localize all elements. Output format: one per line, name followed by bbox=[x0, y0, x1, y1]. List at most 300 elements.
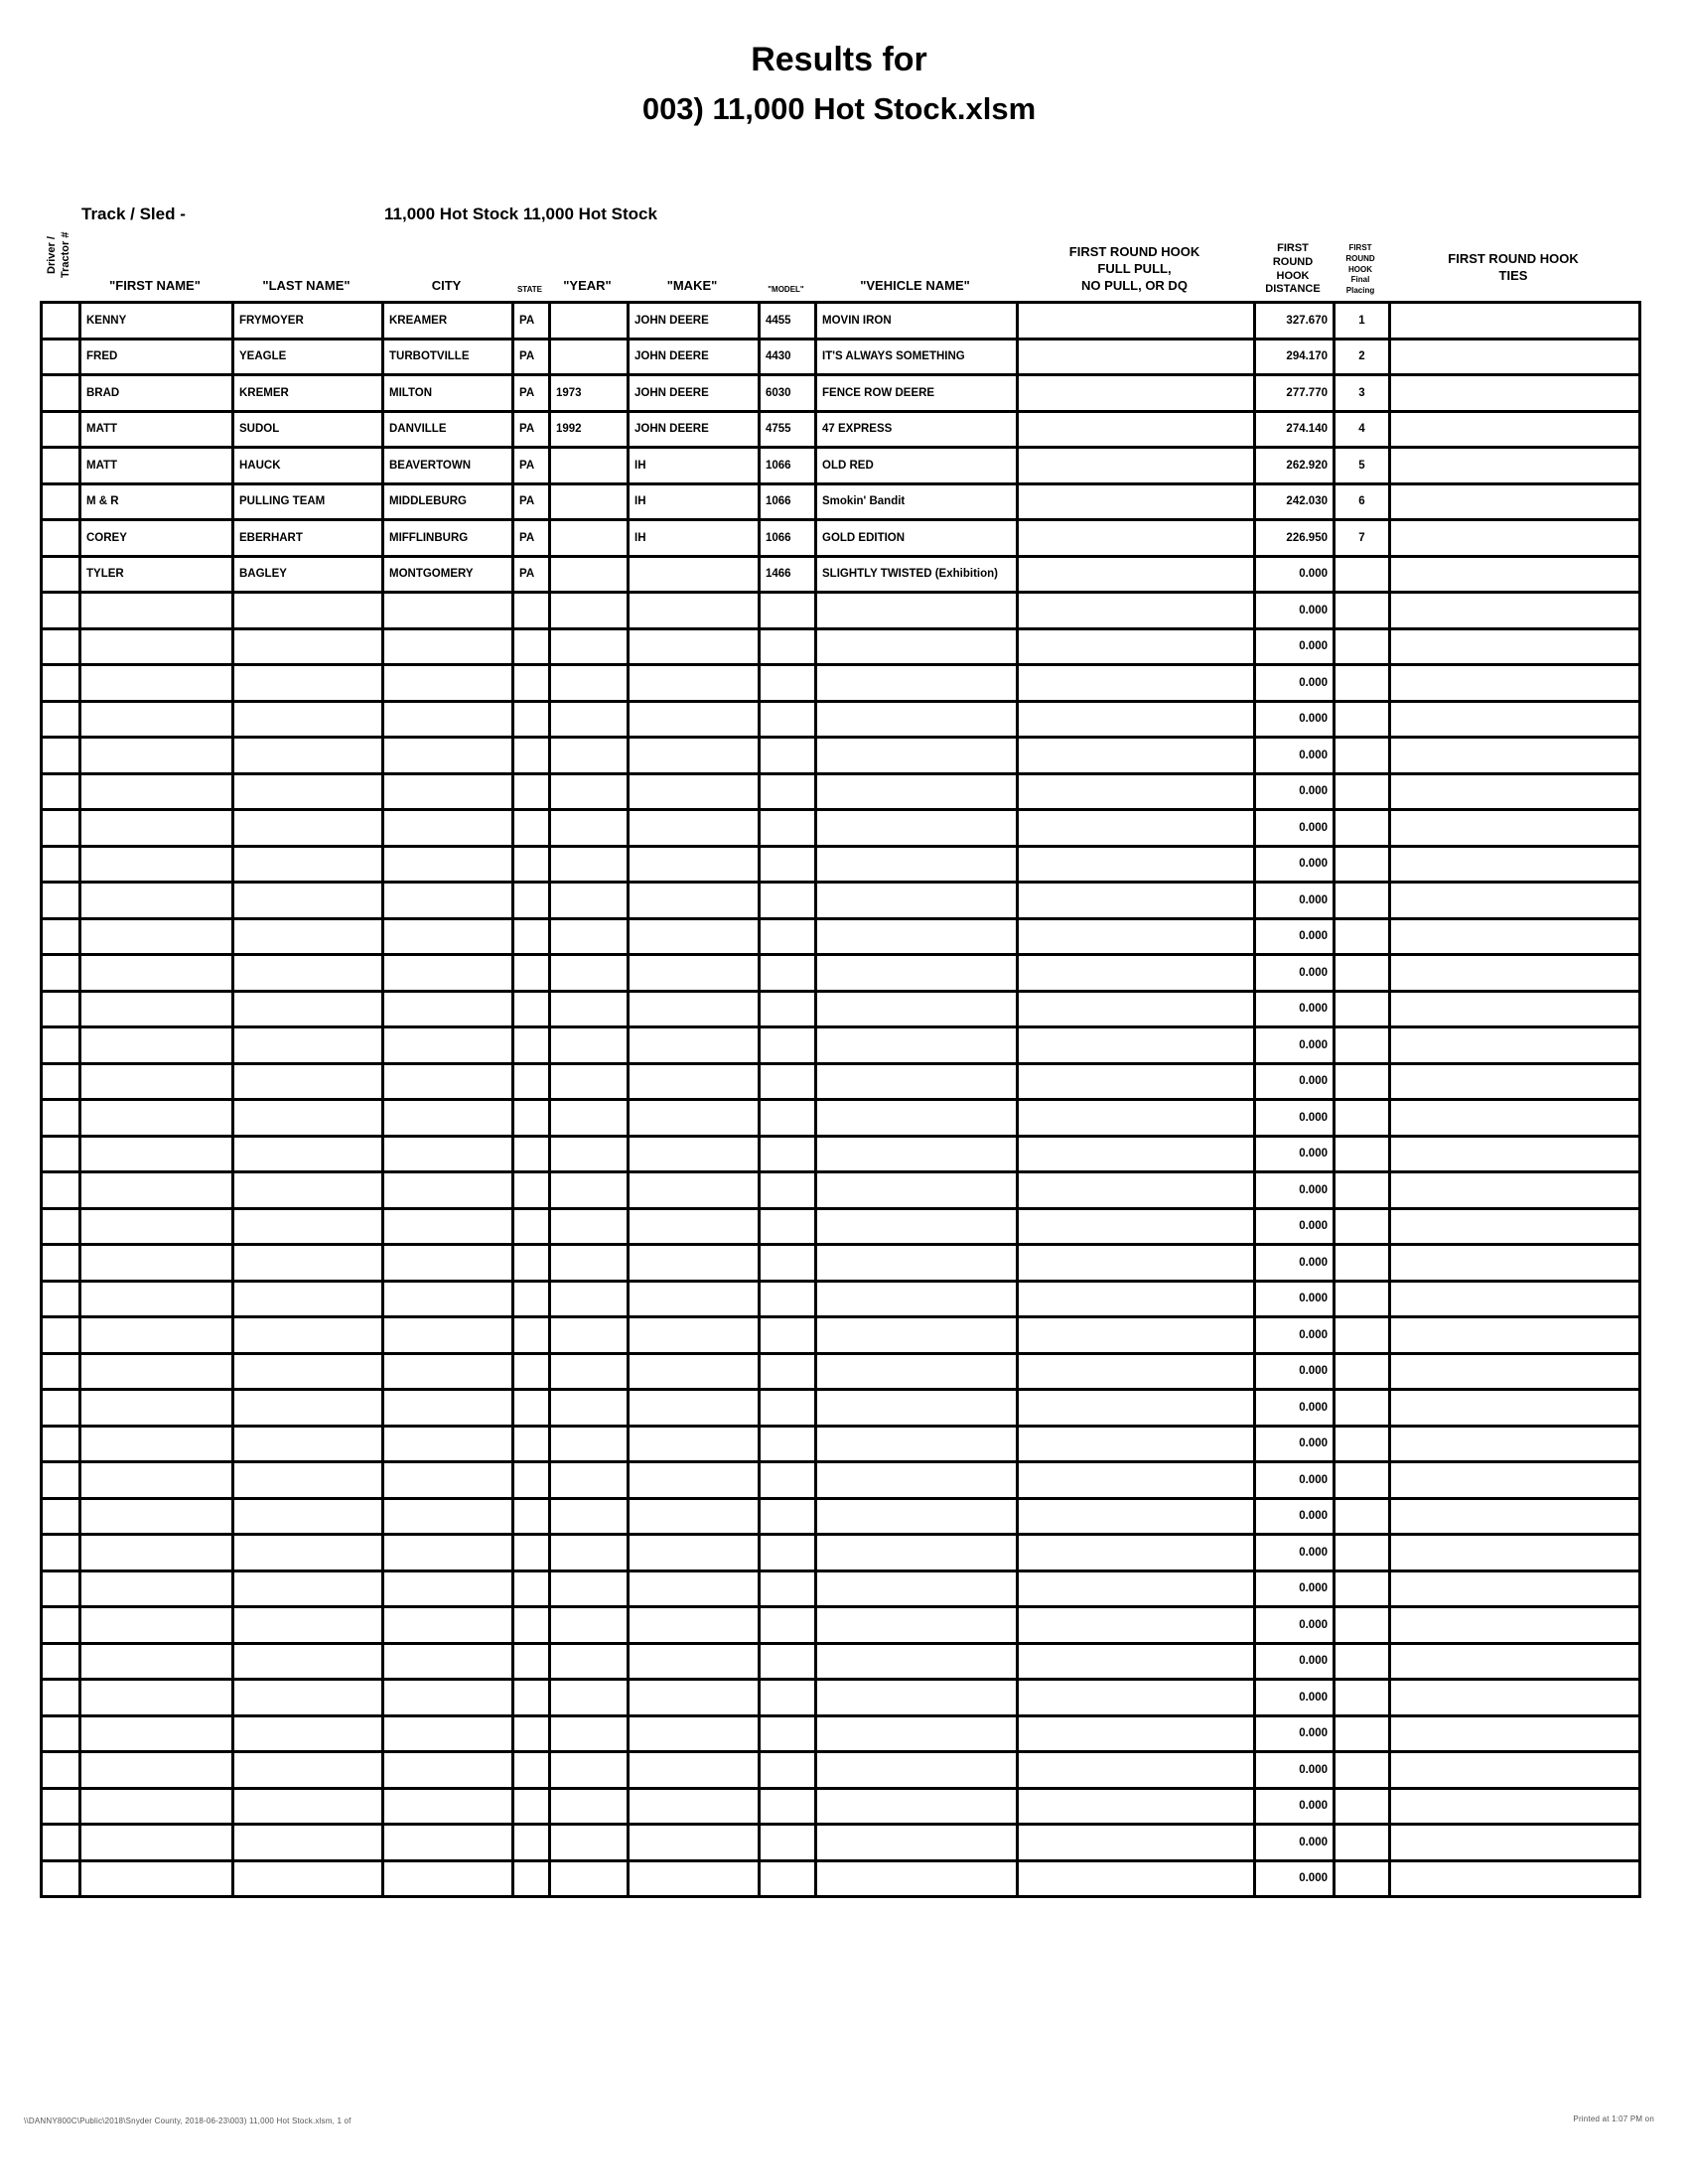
cell-state bbox=[513, 665, 550, 702]
cell-full_pull bbox=[1018, 411, 1255, 448]
cell-distance: 0.000 bbox=[1255, 1245, 1335, 1282]
cell-last_name bbox=[233, 1063, 383, 1100]
cell-city bbox=[383, 1281, 513, 1317]
cell-full_pull bbox=[1018, 1535, 1255, 1571]
track-sled-value: 11,000 Hot Stock 11,000 Hot Stock bbox=[384, 205, 657, 223]
cell-vehicle_name: IT'S ALWAYS SOMETHING bbox=[816, 339, 1018, 375]
cell-placing bbox=[1335, 1643, 1390, 1680]
cell-city bbox=[383, 846, 513, 883]
cell-last_name: PULLING TEAM bbox=[233, 483, 383, 520]
page-title: Results for bbox=[751, 41, 927, 78]
table-row bbox=[42, 1643, 1640, 1680]
cell-driver bbox=[42, 1245, 80, 1282]
cell-last_name: HAUCK bbox=[233, 448, 383, 484]
cell-distance: 277.770 bbox=[1255, 375, 1335, 412]
cell-first_name bbox=[80, 1570, 233, 1607]
cell-city bbox=[383, 1317, 513, 1354]
cell-year bbox=[550, 810, 629, 847]
cell-full_pull bbox=[1018, 1172, 1255, 1209]
cell-year bbox=[550, 1245, 629, 1282]
cell-last_name: FRYMOYER bbox=[233, 303, 383, 340]
cell-distance: 262.920 bbox=[1255, 448, 1335, 484]
cell-ties bbox=[1390, 991, 1640, 1027]
cell-city bbox=[383, 1426, 513, 1462]
cell-ties bbox=[1390, 1715, 1640, 1752]
cell-distance: 0.000 bbox=[1255, 1752, 1335, 1789]
cell-distance: 0.000 bbox=[1255, 1063, 1335, 1100]
cell-state bbox=[513, 1825, 550, 1861]
column-header-first_name bbox=[78, 278, 231, 301]
cell-full_pull bbox=[1018, 918, 1255, 955]
cell-full_pull bbox=[1018, 556, 1255, 593]
cell-driver bbox=[42, 846, 80, 883]
cell-placing bbox=[1335, 1426, 1390, 1462]
cell-full_pull bbox=[1018, 1063, 1255, 1100]
cell-vehicle_name bbox=[816, 810, 1018, 847]
cell-vehicle_name bbox=[816, 773, 1018, 810]
table-row bbox=[42, 846, 1640, 883]
table-row bbox=[42, 1426, 1640, 1462]
cell-state: PA bbox=[513, 375, 550, 412]
cell-state bbox=[513, 955, 550, 992]
cell-state: PA bbox=[513, 411, 550, 448]
column-header-distance bbox=[1253, 242, 1333, 301]
cell-model bbox=[760, 1136, 816, 1172]
cell-full_pull bbox=[1018, 991, 1255, 1027]
cell-city: MIDDLEBURG bbox=[383, 483, 513, 520]
cell-state bbox=[513, 1535, 550, 1571]
cell-ties bbox=[1390, 448, 1640, 484]
cell-placing bbox=[1335, 1353, 1390, 1390]
column-header-model bbox=[758, 285, 814, 301]
cell-city bbox=[383, 1825, 513, 1861]
cell-full_pull bbox=[1018, 1607, 1255, 1644]
cell-ties bbox=[1390, 1825, 1640, 1861]
cell-model bbox=[760, 846, 816, 883]
cell-year bbox=[550, 955, 629, 992]
table-row bbox=[42, 520, 1640, 557]
cell-city bbox=[383, 738, 513, 774]
cell-vehicle_name: Smokin' Bandit bbox=[816, 483, 1018, 520]
cell-city bbox=[383, 1462, 513, 1499]
cell-first_name bbox=[80, 1607, 233, 1644]
cell-ties bbox=[1390, 1208, 1640, 1245]
cell-placing bbox=[1335, 738, 1390, 774]
cell-city: TURBOTVILLE bbox=[383, 339, 513, 375]
cell-vehicle_name bbox=[816, 1715, 1018, 1752]
cell-vehicle_name bbox=[816, 1063, 1018, 1100]
cell-make bbox=[629, 1535, 760, 1571]
table-row bbox=[42, 701, 1640, 738]
cell-state bbox=[513, 1570, 550, 1607]
header-line: Final bbox=[1350, 275, 1370, 285]
cell-model bbox=[760, 1390, 816, 1427]
cell-make bbox=[629, 1860, 760, 1897]
footer-file-path: \\DANNY800C\Public\2018\Snyder County, 2018-06-23\003) 11,000 Hot Stock.xlsm, 1 of bbox=[24, 2116, 352, 2125]
cell-state bbox=[513, 991, 550, 1027]
cell-first_name bbox=[80, 593, 233, 629]
cell-make bbox=[629, 1317, 760, 1354]
cell-placing bbox=[1335, 773, 1390, 810]
cell-full_pull bbox=[1018, 810, 1255, 847]
cell-ties bbox=[1390, 375, 1640, 412]
table-row bbox=[42, 1063, 1640, 1100]
cell-driver bbox=[42, 1788, 80, 1825]
cell-distance: 327.670 bbox=[1255, 303, 1335, 340]
cell-vehicle_name bbox=[816, 1860, 1018, 1897]
cell-full_pull bbox=[1018, 883, 1255, 919]
cell-model bbox=[760, 1825, 816, 1861]
cell-ties bbox=[1390, 628, 1640, 665]
cell-city bbox=[383, 665, 513, 702]
cell-city bbox=[383, 1172, 513, 1209]
cell-placing: 6 bbox=[1335, 483, 1390, 520]
cell-make bbox=[629, 1715, 760, 1752]
cell-placing bbox=[1335, 628, 1390, 665]
header-line: Placing bbox=[1345, 286, 1375, 296]
cell-placing bbox=[1335, 1063, 1390, 1100]
cell-make: JOHN DEERE bbox=[629, 303, 760, 340]
cell-state: PA bbox=[513, 520, 550, 557]
cell-first_name bbox=[80, 810, 233, 847]
cell-distance: 0.000 bbox=[1255, 1607, 1335, 1644]
cell-distance: 0.000 bbox=[1255, 738, 1335, 774]
cell-vehicle_name: 47 EXPRESS bbox=[816, 411, 1018, 448]
cell-full_pull bbox=[1018, 375, 1255, 412]
cell-first_name bbox=[80, 1208, 233, 1245]
cell-state bbox=[513, 810, 550, 847]
cell-make bbox=[629, 1643, 760, 1680]
cell-make bbox=[629, 1245, 760, 1282]
cell-last_name bbox=[233, 1317, 383, 1354]
cell-last_name bbox=[233, 593, 383, 629]
table-row bbox=[42, 955, 1640, 992]
cell-make bbox=[629, 1027, 760, 1064]
cell-ties bbox=[1390, 955, 1640, 992]
cell-model bbox=[760, 1063, 816, 1100]
cell-vehicle_name bbox=[816, 1353, 1018, 1390]
cell-state bbox=[513, 1245, 550, 1282]
cell-full_pull bbox=[1018, 1715, 1255, 1752]
table-row bbox=[42, 1317, 1640, 1354]
cell-first_name bbox=[80, 1462, 233, 1499]
cell-ties bbox=[1390, 1752, 1640, 1789]
cell-vehicle_name: MOVIN IRON bbox=[816, 303, 1018, 340]
table-row bbox=[42, 483, 1640, 520]
cell-distance: 0.000 bbox=[1255, 1535, 1335, 1571]
cell-first_name bbox=[80, 1643, 233, 1680]
table-row bbox=[42, 1680, 1640, 1716]
cell-driver bbox=[42, 738, 80, 774]
cell-state bbox=[513, 1317, 550, 1354]
cell-first_name bbox=[80, 1535, 233, 1571]
header-line: FIRST ROUND HOOK bbox=[1448, 251, 1579, 267]
cell-driver bbox=[42, 1715, 80, 1752]
cell-city bbox=[383, 1245, 513, 1282]
cell-vehicle_name bbox=[816, 593, 1018, 629]
cell-city bbox=[383, 1788, 513, 1825]
cell-model: 4755 bbox=[760, 411, 816, 448]
table-row bbox=[42, 1172, 1640, 1209]
cell-ties bbox=[1390, 339, 1640, 375]
cell-last_name bbox=[233, 1426, 383, 1462]
table-row bbox=[42, 1607, 1640, 1644]
cell-make: IH bbox=[629, 520, 760, 557]
cell-vehicle_name bbox=[816, 1172, 1018, 1209]
cell-year bbox=[550, 701, 629, 738]
cell-last_name bbox=[233, 738, 383, 774]
cell-ties bbox=[1390, 810, 1640, 847]
cell-last_name bbox=[233, 701, 383, 738]
cell-model bbox=[760, 1317, 816, 1354]
table-row bbox=[42, 448, 1640, 484]
cell-model: 4430 bbox=[760, 339, 816, 375]
cell-placing bbox=[1335, 1825, 1390, 1861]
cell-full_pull bbox=[1018, 1245, 1255, 1282]
cell-last_name: EBERHART bbox=[233, 520, 383, 557]
cell-make: JOHN DEERE bbox=[629, 411, 760, 448]
cell-first_name bbox=[80, 1498, 233, 1535]
cell-placing bbox=[1335, 1100, 1390, 1137]
table-row bbox=[42, 556, 1640, 593]
cell-make bbox=[629, 1136, 760, 1172]
cell-year bbox=[550, 1643, 629, 1680]
cell-make bbox=[629, 1752, 760, 1789]
cell-first_name: TYLER bbox=[80, 556, 233, 593]
table-row bbox=[42, 991, 1640, 1027]
cell-placing bbox=[1335, 1208, 1390, 1245]
cell-distance: 0.000 bbox=[1255, 1100, 1335, 1137]
cell-state bbox=[513, 1353, 550, 1390]
cell-make bbox=[629, 1390, 760, 1427]
cell-driver bbox=[42, 411, 80, 448]
table-row bbox=[42, 665, 1640, 702]
cell-distance: 0.000 bbox=[1255, 1570, 1335, 1607]
cell-last_name bbox=[233, 883, 383, 919]
cell-ties bbox=[1390, 701, 1640, 738]
cell-placing bbox=[1335, 846, 1390, 883]
cell-state bbox=[513, 1100, 550, 1137]
cell-distance: 0.000 bbox=[1255, 1462, 1335, 1499]
cell-driver bbox=[42, 1063, 80, 1100]
cell-city bbox=[383, 991, 513, 1027]
cell-make bbox=[629, 701, 760, 738]
cell-distance: 0.000 bbox=[1255, 918, 1335, 955]
cell-make bbox=[629, 556, 760, 593]
cell-driver bbox=[42, 773, 80, 810]
cell-driver bbox=[42, 1752, 80, 1789]
cell-placing bbox=[1335, 701, 1390, 738]
cell-model bbox=[760, 1172, 816, 1209]
cell-year bbox=[550, 1498, 629, 1535]
cell-ties bbox=[1390, 1680, 1640, 1716]
cell-distance: 242.030 bbox=[1255, 483, 1335, 520]
column-header-city bbox=[381, 278, 511, 301]
cell-make bbox=[629, 1825, 760, 1861]
cell-last_name bbox=[233, 991, 383, 1027]
cell-ties bbox=[1390, 1498, 1640, 1535]
cell-make bbox=[629, 846, 760, 883]
header-line: FIRST bbox=[1277, 242, 1309, 254]
cell-first_name bbox=[80, 883, 233, 919]
cell-ties bbox=[1390, 846, 1640, 883]
cell-driver bbox=[42, 1317, 80, 1354]
cell-state: PA bbox=[513, 339, 550, 375]
cell-distance: 0.000 bbox=[1255, 955, 1335, 992]
table-row bbox=[42, 1245, 1640, 1282]
cell-model bbox=[760, 1788, 816, 1825]
cell-placing bbox=[1335, 991, 1390, 1027]
cell-placing bbox=[1335, 1788, 1390, 1825]
rotated-header-text: Driver / Tractor # bbox=[45, 231, 71, 279]
cell-vehicle_name bbox=[816, 883, 1018, 919]
cell-vehicle_name bbox=[816, 955, 1018, 992]
cell-city bbox=[383, 1353, 513, 1390]
table-row bbox=[42, 1281, 1640, 1317]
table-row bbox=[42, 1353, 1640, 1390]
cell-state bbox=[513, 1136, 550, 1172]
cell-last_name bbox=[233, 1607, 383, 1644]
cell-vehicle_name bbox=[816, 1027, 1018, 1064]
table-row bbox=[42, 1027, 1640, 1064]
cell-last_name bbox=[233, 846, 383, 883]
cell-driver bbox=[42, 810, 80, 847]
cell-model: 1066 bbox=[760, 448, 816, 484]
cell-model bbox=[760, 1498, 816, 1535]
cell-model bbox=[760, 665, 816, 702]
cell-ties bbox=[1390, 1100, 1640, 1137]
cell-make bbox=[629, 991, 760, 1027]
cell-city: MIFFLINBURG bbox=[383, 520, 513, 557]
header-line: "LAST NAME" bbox=[262, 278, 351, 294]
cell-placing bbox=[1335, 810, 1390, 847]
cell-driver bbox=[42, 1570, 80, 1607]
cell-ties bbox=[1390, 1317, 1640, 1354]
cell-last_name bbox=[233, 918, 383, 955]
cell-city bbox=[383, 1680, 513, 1716]
cell-city: BEAVERTOWN bbox=[383, 448, 513, 484]
cell-first_name: BRAD bbox=[80, 375, 233, 412]
cell-make: JOHN DEERE bbox=[629, 375, 760, 412]
cell-ties bbox=[1390, 593, 1640, 629]
cell-full_pull bbox=[1018, 1281, 1255, 1317]
cell-last_name bbox=[233, 1208, 383, 1245]
header-line: TIES bbox=[1498, 268, 1528, 284]
cell-distance: 0.000 bbox=[1255, 1027, 1335, 1064]
cell-first_name bbox=[80, 1281, 233, 1317]
cell-state bbox=[513, 1390, 550, 1427]
cell-make bbox=[629, 1353, 760, 1390]
cell-last_name: BAGLEY bbox=[233, 556, 383, 593]
cell-first_name bbox=[80, 1426, 233, 1462]
cell-full_pull bbox=[1018, 1680, 1255, 1716]
cell-placing bbox=[1335, 1752, 1390, 1789]
cell-vehicle_name: OLD RED bbox=[816, 448, 1018, 484]
cell-driver bbox=[42, 303, 80, 340]
table-row bbox=[42, 1100, 1640, 1137]
cell-placing bbox=[1335, 1570, 1390, 1607]
cell-year bbox=[550, 918, 629, 955]
track-sled-label: Track / Sled - bbox=[81, 205, 186, 223]
column-header-year bbox=[548, 278, 627, 301]
cell-driver bbox=[42, 1208, 80, 1245]
cell-year bbox=[550, 1788, 629, 1825]
cell-ties bbox=[1390, 883, 1640, 919]
cell-full_pull bbox=[1018, 955, 1255, 992]
cell-distance: 0.000 bbox=[1255, 1208, 1335, 1245]
cell-driver bbox=[42, 1136, 80, 1172]
cell-city bbox=[383, 773, 513, 810]
cell-city bbox=[383, 593, 513, 629]
cell-first_name bbox=[80, 1825, 233, 1861]
table-row bbox=[42, 628, 1640, 665]
cell-driver bbox=[42, 556, 80, 593]
cell-vehicle_name bbox=[816, 1245, 1018, 1282]
cell-ties bbox=[1390, 483, 1640, 520]
header-line: HOOK bbox=[1348, 264, 1372, 274]
cell-last_name bbox=[233, 1172, 383, 1209]
cell-first_name bbox=[80, 1353, 233, 1390]
cell-last_name bbox=[233, 1680, 383, 1716]
cell-first_name: M & R bbox=[80, 483, 233, 520]
cell-last_name bbox=[233, 628, 383, 665]
cell-distance: 0.000 bbox=[1255, 665, 1335, 702]
cell-distance: 0.000 bbox=[1255, 810, 1335, 847]
table-row bbox=[42, 411, 1640, 448]
cell-year bbox=[550, 1100, 629, 1137]
cell-year bbox=[550, 1462, 629, 1499]
cell-vehicle_name bbox=[816, 1136, 1018, 1172]
cell-placing bbox=[1335, 1715, 1390, 1752]
cell-year: 1992 bbox=[550, 411, 629, 448]
cell-year bbox=[550, 665, 629, 702]
cell-vehicle_name bbox=[816, 701, 1018, 738]
cell-placing bbox=[1335, 1680, 1390, 1716]
table-row bbox=[42, 1570, 1640, 1607]
cell-placing bbox=[1335, 1860, 1390, 1897]
cell-city bbox=[383, 955, 513, 992]
cell-first_name bbox=[80, 1788, 233, 1825]
cell-vehicle_name: FENCE ROW DEERE bbox=[816, 375, 1018, 412]
cell-year bbox=[550, 991, 629, 1027]
cell-model: 6030 bbox=[760, 375, 816, 412]
footer-print-timestamp: Printed at 1:07 PM on bbox=[1573, 2115, 1654, 2123]
table-row bbox=[42, 1535, 1640, 1571]
cell-last_name bbox=[233, 1027, 383, 1064]
cell-year bbox=[550, 1825, 629, 1861]
cell-last_name: YEAGLE bbox=[233, 339, 383, 375]
cell-placing bbox=[1335, 1498, 1390, 1535]
cell-placing bbox=[1335, 665, 1390, 702]
cell-full_pull bbox=[1018, 520, 1255, 557]
cell-driver bbox=[42, 628, 80, 665]
cell-model bbox=[760, 918, 816, 955]
cell-year bbox=[550, 1390, 629, 1427]
cell-first_name bbox=[80, 1715, 233, 1752]
cell-placing bbox=[1335, 1245, 1390, 1282]
table-row bbox=[42, 1860, 1640, 1897]
table-row bbox=[42, 773, 1640, 810]
cell-ties bbox=[1390, 1063, 1640, 1100]
cell-year bbox=[550, 1317, 629, 1354]
cell-first_name bbox=[80, 1317, 233, 1354]
cell-model bbox=[760, 1860, 816, 1897]
cell-full_pull bbox=[1018, 1426, 1255, 1462]
cell-city bbox=[383, 1136, 513, 1172]
cell-model bbox=[760, 1680, 816, 1716]
cell-driver bbox=[42, 375, 80, 412]
cell-state bbox=[513, 701, 550, 738]
